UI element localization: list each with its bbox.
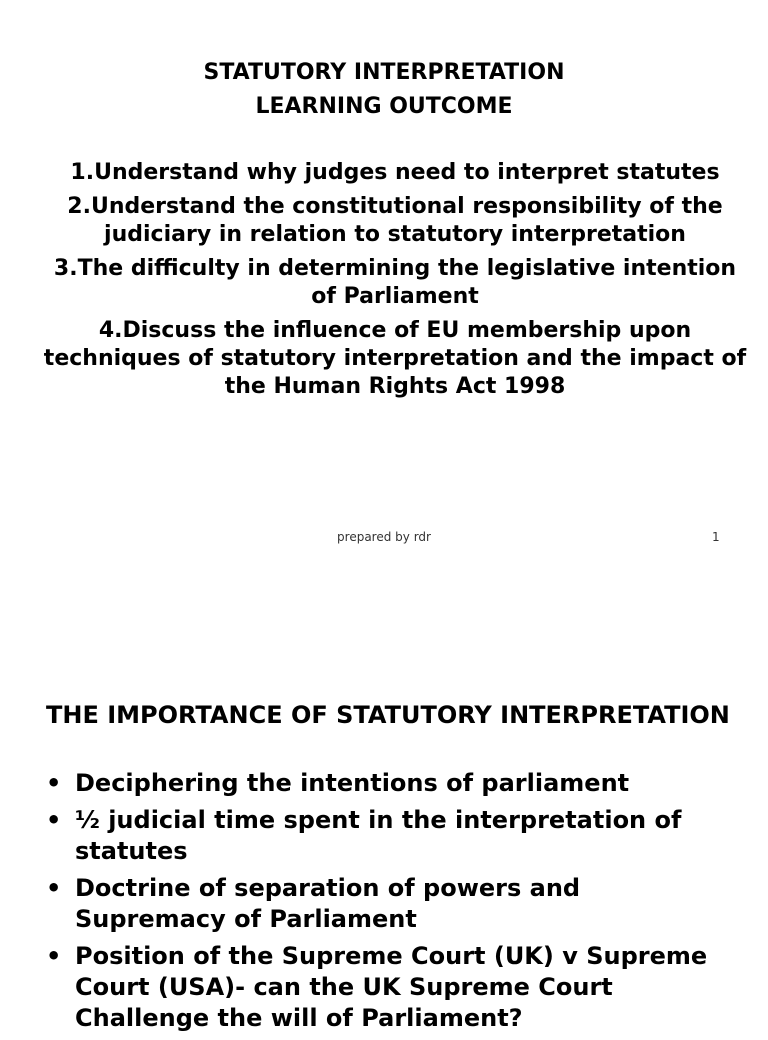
bullet-text: Doctrine of separation of powers and Supremacy of Parliament [75, 874, 581, 933]
learning-outcome-4: 4.Discuss the influence of EU membership upon techniques of statutory interpretation and the impact of the Human Rights Act 1998 [43, 318, 747, 399]
learning-outcome-1: 1.Understand why judges need to interpret statutes [70, 160, 720, 185]
list-item [46, 805, 726, 867]
slide-2-title: THE IMPORTANCE OF STATUTORY INTERPRETATION [46, 701, 730, 729]
bullet-icon: • [46, 942, 62, 970]
bullet-text: Deciphering the intentions of parliament [75, 769, 630, 797]
slide-2 [0, 690, 768, 1032]
list-item [46, 873, 726, 935]
title-line-2: LEARNING OUTCOME [255, 94, 513, 119]
learning-outcomes-list [40, 159, 750, 407]
bullet-icon: • [46, 874, 62, 902]
bullet-icon: • [46, 806, 62, 834]
importance-bullet-list [46, 768, 726, 1040]
title-line-1: STATUTORY INTERPRETATION [203, 60, 565, 85]
page-number: 1 [712, 530, 720, 544]
slide-1-title [0, 56, 768, 124]
learning-outcome-3: 3.The difficulty in determining the legislative intention of Parliament [53, 256, 737, 309]
bullet-text: ½ judicial time spent in the interpretation of statutes [75, 806, 682, 865]
slide-footer: prepared by rdr [337, 530, 431, 544]
list-item [46, 941, 726, 1034]
bullet-icon: • [46, 769, 62, 797]
bullet-text: Position of the Supreme Court (UK) v Supreme Court (USA)- can the UK Supreme Court Challenge the will of Parliament? [75, 942, 708, 1032]
list-item [46, 768, 726, 799]
learning-outcome-2: 2.Understand the constitutional responsibility of the judiciary in relation to statutory interpretation [67, 194, 723, 247]
